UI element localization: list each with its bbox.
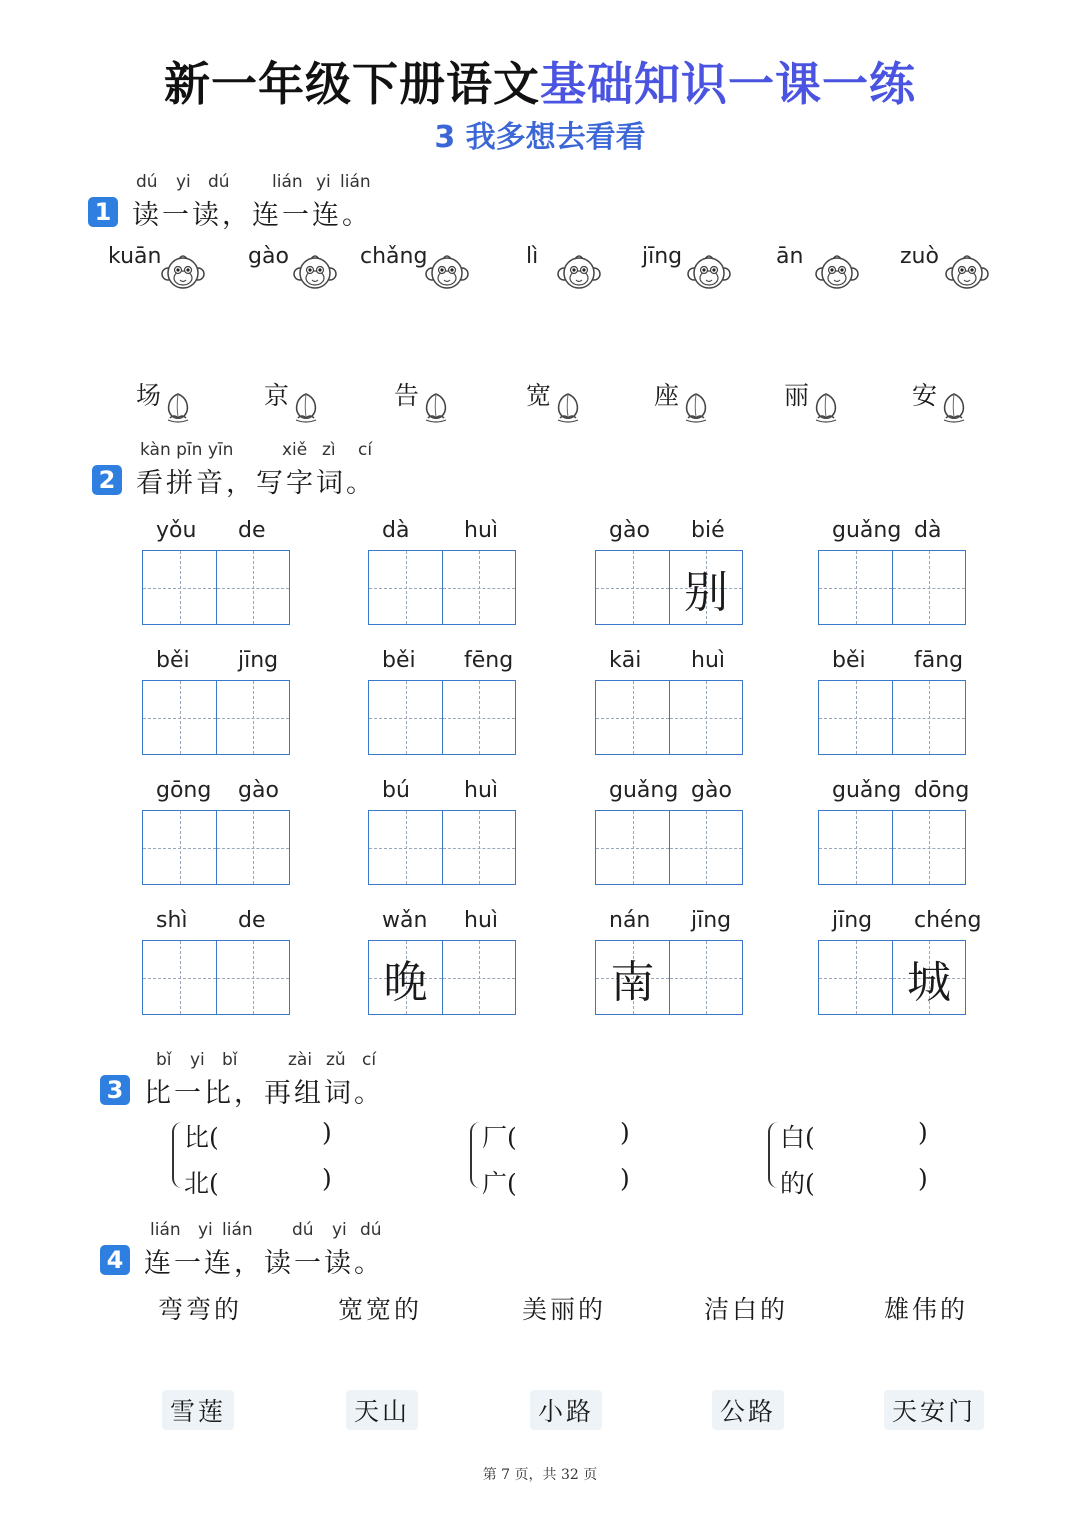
answer-blank[interactable]: ) [918,1118,928,1147]
writing-box[interactable] [819,551,892,624]
cell-pinyin: gào [609,518,650,543]
noun-word[interactable]: 公路 [712,1390,784,1430]
pair-char-top: 白( [780,1123,815,1152]
section-instruction: 读一读，连一连。 [132,199,372,231]
section3-pinyin [156,1050,416,1072]
char-item: 丽 [784,381,810,410]
cell-pinyin: guǎng [609,778,679,803]
writing-box[interactable] [369,811,442,884]
monkey-icon [160,252,206,296]
writing-box[interactable] [596,551,669,624]
cell-pinyin: de [238,908,266,933]
pinyin-label: lián [340,172,371,192]
tianzige-boxes [368,680,516,755]
brace-icon [172,1122,184,1188]
tianzige-boxes [818,680,966,755]
tianzige-boxes [142,940,290,1015]
tianzige-boxes [368,550,516,625]
monkey-icon [814,252,860,296]
writing-box[interactable] [216,811,289,884]
writing-box[interactable] [596,681,669,754]
pinyin-label: yi [332,1220,347,1240]
cell-pinyin: de [238,518,266,543]
section1-pinyin [136,172,436,194]
word-cell [142,778,292,888]
tianzige-boxes [818,810,966,885]
adjective-word[interactable]: 弯弯的 [158,1295,243,1324]
writing-box[interactable] [143,811,216,884]
tianzige-boxes [368,810,516,885]
page-title [0,48,1080,114]
char-item: 京 [264,381,290,410]
cell-pinyin: wǎn [382,908,428,933]
pinyin-label: xiě [282,440,308,460]
pair-char-top: 厂( [482,1123,517,1152]
pinyin-label: kàn pīn yīn [140,440,234,460]
section-instruction: 连一连，读一读。 [144,1247,384,1279]
char-item: 宽 [526,381,552,410]
lesson-subtitle: 3 我多想去看看 [434,120,646,155]
tianzige-boxes [142,550,290,625]
word-cell [818,908,982,1018]
cell-pinyin: nán [609,908,651,933]
writing-box[interactable]: 城 [892,941,965,1014]
answer-blank[interactable]: ) [620,1164,630,1193]
writing-box[interactable] [892,811,965,884]
writing-box[interactable] [143,551,216,624]
cell-pinyin: fēng [464,648,514,673]
peach-icon [678,388,714,428]
cell-pinyin: yǒu [156,518,197,543]
adjective-word[interactable]: 美丽的 [522,1295,607,1324]
char-item: 场 [136,381,162,410]
cell-pinyin: gào [238,778,279,803]
compare-pair [172,1116,342,1196]
peach-icon [936,388,972,428]
cell-pinyin: chéng [914,908,982,933]
char-item: 座 [654,381,680,410]
pinyin-label: yi [198,1220,213,1240]
word-cell [368,908,518,1018]
section2-pinyin [140,440,400,462]
pinyin-label: dú [292,1220,314,1240]
writing-box[interactable]: 南 [596,941,669,1014]
peach-icon [418,388,454,428]
cell-pinyin: jīng [238,648,279,673]
cell-pinyin: gōng [156,778,212,803]
noun-word[interactable]: 小路 [530,1390,602,1430]
writing-box[interactable] [669,941,742,1014]
pinyin-label: dú [360,1220,382,1240]
tianzige-boxes [818,550,966,625]
brace-icon [470,1122,482,1188]
pinyin-label: zì [322,440,336,460]
word-cell [818,778,968,888]
answer-blank[interactable]: ) [322,1118,332,1147]
tianzige-boxes [368,940,516,1015]
pinyin-label: yi [176,172,191,192]
cell-pinyin: jīng [691,908,732,933]
pinyin-item: gào [248,244,289,269]
section-number-badge: 4 [100,1245,130,1275]
adjective-word[interactable]: 宽宽的 [338,1295,423,1324]
section3-header [100,1070,384,1110]
writing-box[interactable] [369,551,442,624]
writing-box[interactable] [669,681,742,754]
cell-pinyin: běi [832,648,866,673]
answer-blank[interactable]: ) [918,1164,928,1193]
writing-box[interactable] [819,681,892,754]
section-number-badge: 3 [100,1075,130,1105]
cell-pinyin: huì [691,648,725,673]
pair-char-bottom: 北( [184,1169,219,1198]
cell-pinyin: běi [156,648,190,673]
cell-pinyin: huì [464,778,498,803]
word-cell [368,778,518,888]
word-cell [595,648,745,758]
writing-box[interactable] [442,941,515,1014]
cell-pinyin: guǎng [832,778,902,803]
pinyin-label: lián [272,172,303,192]
writing-box[interactable] [892,551,965,624]
word-cell [368,518,518,628]
writing-box[interactable] [143,681,216,754]
writing-box[interactable] [819,941,892,1014]
cell-pinyin: dōng [914,778,970,803]
cell-pinyin: guǎng [832,518,902,543]
cell-pinyin: gào [691,778,732,803]
writing-box[interactable] [892,681,965,754]
peach-icon [808,388,844,428]
page-footer: 第 7 页，共 32 页 [482,1467,598,1483]
word-cell [142,908,292,1018]
cell-pinyin: kāi [609,648,642,673]
section-instruction: 比一比，再组词。 [144,1077,384,1109]
section1-header [88,192,372,232]
section-number-badge: 1 [88,197,118,227]
writing-box[interactable] [216,941,289,1014]
word-cell [818,518,968,628]
pinyin-label: yi [316,172,331,192]
tianzige-boxes [818,940,966,1015]
pinyin-item: kuān [108,244,162,269]
cell-pinyin: bú [382,778,410,803]
pinyin-label: bǐ [222,1050,238,1070]
pinyin-label: lián [222,1220,253,1240]
cell-pinyin: fāng [914,648,964,673]
section2-header [92,460,376,500]
cell-pinyin: huì [464,908,498,933]
writing-box[interactable] [216,551,289,624]
cell-pinyin: huì [464,518,498,543]
tianzige-boxes [595,810,743,885]
title-part2: 基础知识一课一练 [540,57,916,111]
cell-pinyin: dà [914,518,942,543]
writing-box[interactable]: 别 [669,551,742,624]
monkey-icon [556,252,602,296]
pair-char-bottom: 广( [482,1169,517,1198]
section4-pinyin [150,1220,410,1242]
cell-pinyin: shì [156,908,188,933]
title-part1: 新一年级下册语文 [164,57,540,111]
pinyin-label: cí [358,440,373,460]
pinyin-label: lián [150,1220,181,1240]
adjective-word[interactable]: 雄伟的 [884,1295,969,1324]
pinyin-label: dú [208,172,230,192]
cell-pinyin: jīng [832,908,873,933]
pinyin-label: dú [136,172,158,192]
pinyin-label: zǔ [326,1050,346,1070]
word-cell [142,648,292,758]
answer-blank[interactable]: ) [322,1164,332,1193]
writing-box[interactable]: 晚 [369,941,442,1014]
cell-pinyin: dà [382,518,410,543]
word-cell [368,648,518,758]
peach-icon [550,388,586,428]
adjective-word[interactable]: 洁白的 [704,1295,789,1324]
noun-word[interactable]: 雪莲 [162,1390,234,1430]
section-instruction: 看拼音，写字词。 [136,467,376,499]
compare-pair [768,1116,938,1196]
pinyin-item: chǎng [360,244,428,269]
word-cell [818,648,968,758]
writing-box[interactable] [216,681,289,754]
char-item: 安 [912,381,938,410]
word-cell [595,908,745,1018]
writing-box[interactable] [442,811,515,884]
brace-icon [768,1122,780,1188]
answer-blank[interactable]: ) [620,1118,630,1147]
char-item: 告 [394,381,420,410]
writing-box[interactable] [819,811,892,884]
peach-icon [288,388,324,428]
pinyin-label: cí [362,1050,377,1070]
writing-box[interactable] [596,811,669,884]
noun-word[interactable]: 天山 [346,1390,418,1430]
cell-pinyin: bié [691,518,725,543]
writing-box[interactable] [669,811,742,884]
pinyin-item: jīng [642,244,683,269]
pair-char-top: 比( [184,1123,219,1152]
pinyin-label: yi [190,1050,205,1070]
noun-word[interactable]: 天安门 [884,1390,984,1430]
writing-box[interactable] [143,941,216,1014]
monkey-icon [944,252,990,296]
pinyin-item: ān [776,244,804,269]
monkey-icon [292,252,338,296]
section4-header [100,1240,384,1280]
pinyin-item: zuò [900,244,939,269]
tianzige-boxes [142,810,290,885]
pair-char-bottom: 的( [780,1169,815,1198]
section-number-badge: 2 [92,465,122,495]
monkey-icon [424,252,470,296]
tianzige-boxes [595,680,743,755]
cell-pinyin: běi [382,648,416,673]
compare-pair [470,1116,640,1196]
pinyin-label: bǐ [156,1050,172,1070]
pinyin-label: zài [288,1050,313,1070]
word-cell [595,518,745,628]
monkey-icon [686,252,732,296]
word-cell [595,778,745,888]
tianzige-boxes [142,680,290,755]
writing-box[interactable] [442,681,515,754]
writing-box[interactable] [442,551,515,624]
tianzige-boxes [595,940,743,1015]
word-cell [142,518,292,628]
peach-icon [160,388,196,428]
pinyin-item: lì [526,244,539,269]
tianzige-boxes [595,550,743,625]
writing-box[interactable] [369,681,442,754]
